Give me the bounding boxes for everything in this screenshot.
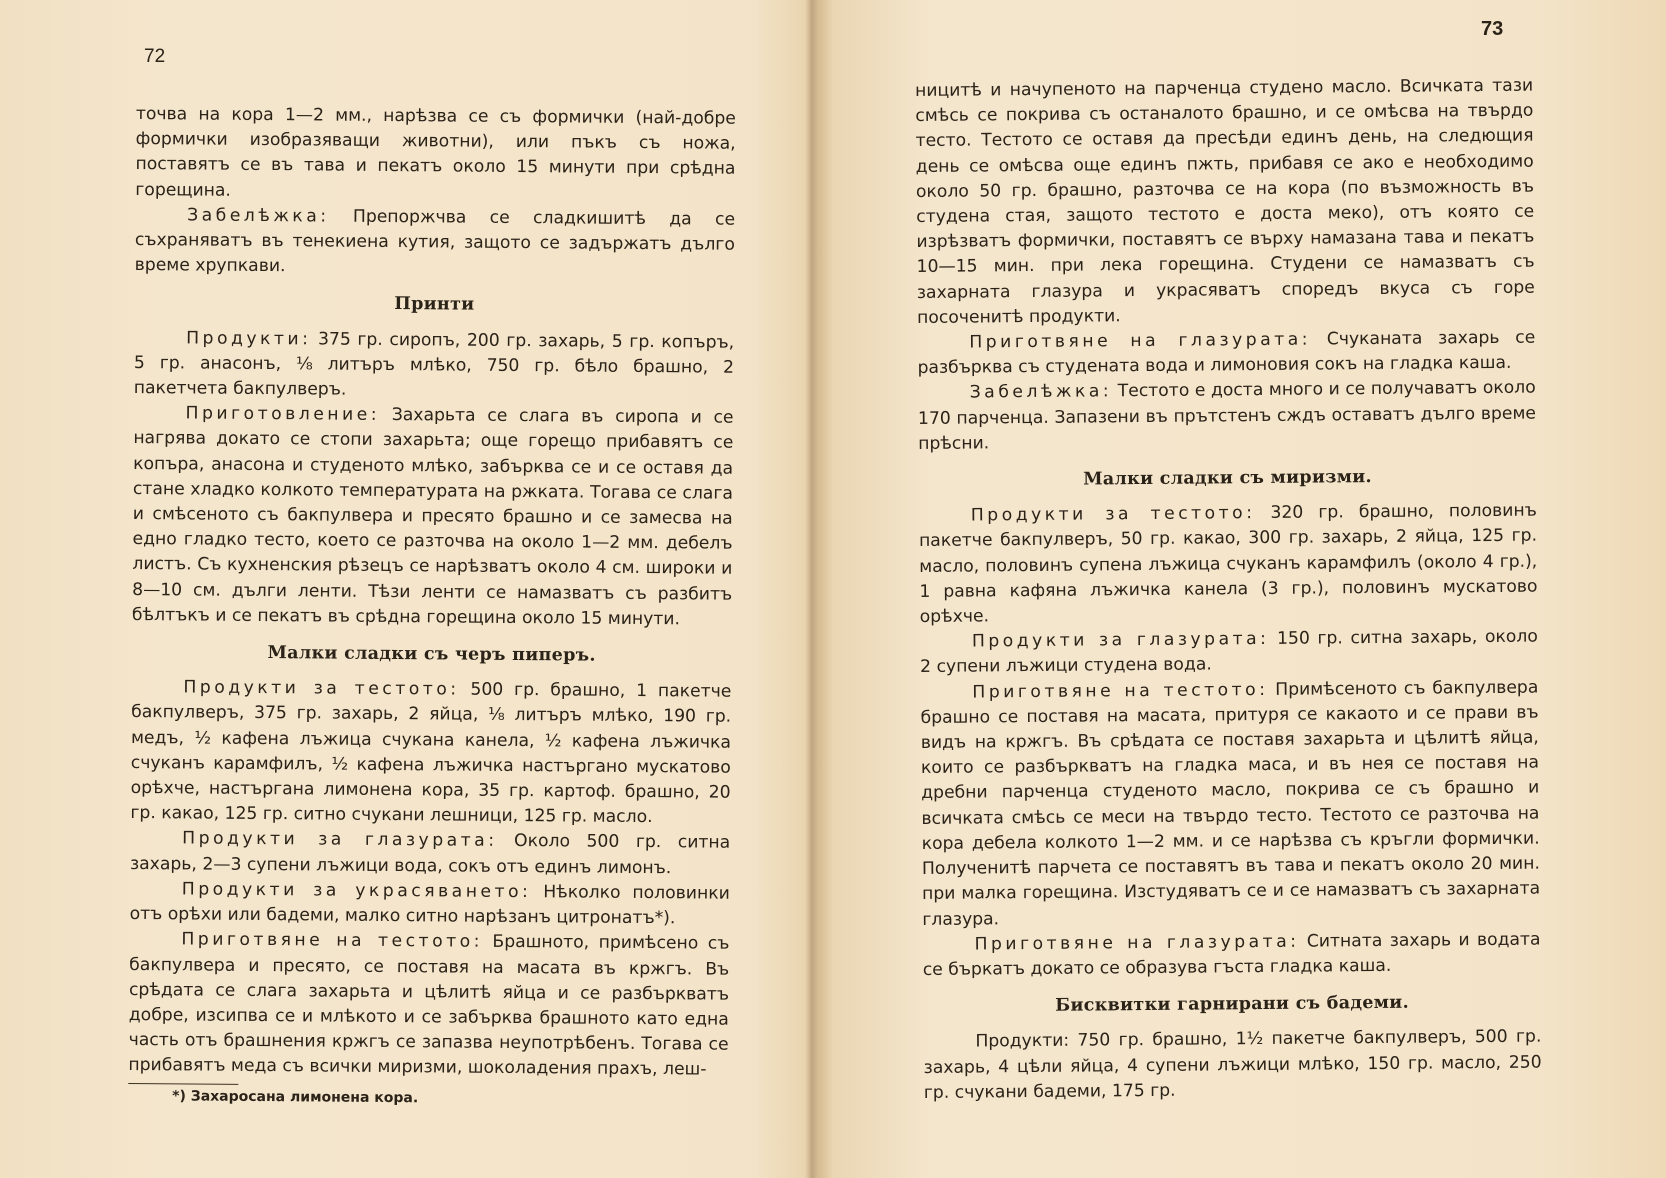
paragraph-text: Ситната захарь и водата се бъркатъ докато се образува гъста гладка каша.	[922, 929, 1541, 980]
section-heading: Бисквитки гарнирани съ бадеми.	[1055, 992, 1410, 1016]
section-heading: Малки сладки съ миризми.	[1083, 467, 1372, 490]
paragraph-text: Брашното, примѣсено съ бакпулвера и пресято, се поставя на масата въ кржгъ. Въ срѣдата се слага захарьта и цѣлитѣ яйца и се разбъркватъ добре, изсипва се и млѣкото и се забърква брашното като една часть отъ брашнения кржгъ се запазва неупотрѣбенъ. Тогава се прибавятъ меда съ всички миризми, шоколадения прахъ, леш-	[128, 932, 730, 1080]
paragraph-label: Приготвяне на глазурата:	[974, 931, 1300, 955]
glaze-preparation-paragraph	[917, 326, 1535, 382]
section-heading: Принти	[394, 294, 475, 316]
paragraph-text: Примѣсеното съ бакпулвера брашно се поставя на масата, притуря се какаото и се прави въ видъ на кржгъ. Въ срѣдата се поставя захарьта и цѣлитѣ яйца, които се разбъркватъ на гладка маса, и въ нея се поставя на дребни парченца студеното масло, покрива се съ брашно и всичката смѣсь се меси на твърдо тесто. Тестото се разточва на кора дебела колкото 1—2 мм. и се нарѣзва съ кръгли формички. Полученитѣ парчета се поставятъ въ тава и пекатъ около 20 мин. при малка горещина. Изстудяватъ се и се намазватъ съ захарната глазура.	[920, 677, 1541, 930]
note-text: Препоржчва се сладкишитѣ да се съхраняватъ въ тенекиена кутия, защото се задържатъ дълго време хрупкави.	[134, 206, 736, 277]
glaze-preparation-paragraph	[922, 927, 1540, 983]
note-label: Забелѣжка:	[187, 205, 330, 227]
footnote: *) Захаросана лимонена кора.	[172, 1087, 419, 1106]
ingredients-paragraph	[923, 1025, 1542, 1106]
glaze-ingredients-paragraph	[130, 826, 730, 881]
paragraph-text: Счуканата захарь се разбърква съ студената вода и лимоновия сокъ на гладка каша.	[917, 327, 1536, 379]
paragraph-label: Приготовление:	[185, 403, 381, 426]
paragraph-text: Захарьта се слага въ сиропа и се нагрява докато се стопи захарьта; още горещо прибавятъ се копъра, анасона и студеното млѣко, забърква се и се оставя да стане хладко колкото температурата на ржката. Тогава се слага и смѣсеното съ бакпулвера и пресято брашно и се замесва на едно гладко тесто, което се разточва на около 1—2 мм. дебелъ листъ. Съ кухненския рѣзецъ се нарѣзватъ около 4 см. широки и 8—10 см. дълги ленти. Тѣзи ленти се намазватъ съ разбитъ бѣлтъкъ и се пекатъ въ срѣдна горещина около 15 минути.	[131, 405, 734, 630]
text-column	[915, 74, 1542, 1106]
note-label: Забелѣжка:	[969, 381, 1113, 403]
decoration-paragraph	[130, 877, 730, 932]
paragraph-label: Приготвяне на глазурата:	[969, 329, 1312, 353]
paragraph-label: Продукти:	[975, 1031, 1070, 1052]
paragraph-label: Продукти за глазурата:	[182, 828, 498, 852]
page-number: 73	[1481, 18, 1504, 40]
paragraph-label: Продукти за тестото:	[970, 503, 1256, 526]
section-heading: Малки сладки съ черъ пиперъ.	[267, 643, 596, 666]
paragraph-text: Нѣколко половинки отъ орѣхи или бадеми, малко ситно нарѣзанъ цитронатъ*).	[129, 882, 730, 929]
ingredients-paragraph	[130, 675, 731, 831]
preparation-paragraph	[132, 401, 734, 633]
note-text: Тестото е доста много и се получаватъ около 170 парченца. Запазени въ прътстенъ сждъ оставатъ дълго време прѣсни.	[917, 378, 1537, 454]
preparation-paragraph	[128, 927, 729, 1083]
paragraph-text: 500 гр. брашно, 1 пакетче бакпулверъ, 375 гр. захарь, 2 яйца, ⅛ литъръ млѣко, 190 гр. медъ, ½ кафена лъжица счукана канела, ½ кафена лъжичка счуканъ карамфилъ, ½ кафена лъжичка настъргано мускатово орѣхче, настъргана лимонена кора, 35 гр. картоф. брашно, 20 гр. какао, 125 гр. ситно счукани лешници, 125 гр. масло.	[130, 679, 732, 828]
note-paragraph	[135, 203, 736, 283]
left-page	[0, 0, 815, 1178]
paragraph-text: 320 гр. брашно, половинъ пакетче бакпулверъ, 50 гр. какао, 300 гр. захарь, 2 яйца, 125 гр. масло, половинъ супена лъжица счуканъ карамфилъ (около 4 гр.), 1 равна кафяна лъжичка канела (3 гр.), половинъ мускатово орѣхче.	[918, 500, 1538, 628]
page-number: 72	[144, 46, 166, 67]
glaze-ingredients-paragraph	[920, 625, 1538, 681]
text-column	[128, 102, 736, 1110]
note-paragraph	[918, 376, 1537, 457]
paragraph-label: Продукти:	[186, 328, 312, 350]
paragraph-text: 150 гр. ситна захарь, около 2 супени лъжици студена вода.	[920, 626, 1538, 678]
paragraph-text: 375 гр. сиропъ, 200 гр. захарь, 5 гр. копъръ, 5 гр. анасонъ, ⅛ литъръ млѣко, 750 гр. бѣло брашно, 2 пакетчета бакпулверъ.	[133, 329, 735, 400]
paragraph-label: Продукти за глазурата:	[971, 629, 1270, 652]
footnote-rule	[128, 1082, 238, 1084]
paragraph-label: Продукти за тестото:	[183, 677, 460, 700]
right-page	[815, 0, 1666, 1178]
preparation-paragraph	[920, 675, 1540, 932]
paragraph: точва на кора 1—2 мм., нарѣзва се съ формички (най-добре формички изобразяващи животни), или пъкъ съ ножа, поставятъ се въ тава и пекатъ около 15 минути при срѣдна горещина.	[135, 103, 736, 201]
paragraph-label: Приготвяне на тестото:	[181, 929, 484, 953]
paragraph-text: Около 500 гр. ситна захарь, 2—3 супени лъжици вода, сокъ отъ единъ лимонъ.	[129, 831, 731, 878]
ingredients-paragraph	[919, 499, 1538, 630]
paragraph-text: 750 гр. брашно, 1½ пакетче бакпулверъ, 500 гр. захарь, 4 цѣли яйца, 4 супени лъжици млѣко, 150 гр. масло, 250 гр. счукани бадеми, 175 гр.	[923, 1026, 1542, 1103]
paragraph: ницитѣ и начупеното на парченца студено масло. Всичката тази смѣсь се покрива съ останалото брашно, и се омѣсва на твърдо тесто. Тестото се оставя да пресѣди единъ день, на следющия день се омѣсва още единъ пжть, прибавя се ако е необходимо около 50 гр. брашно, разточва се на кора (по възможность въ студена стая, защото тестото е доста меко), отъ която се изрѣзватъ формички, поставятъ се върху намазана тава и пекатъ 10—15 мин. при лека горещина. Студени се намазватъ съ захарната глазура и украсяватъ споредъ вкуса съ горе посоченитѣ продукти.	[915, 75, 1535, 328]
paragraph-label: Продукти за украсяването:	[181, 879, 532, 903]
paragraph-label: Приготвяне на тестото:	[972, 679, 1269, 703]
ingredients-paragraph	[134, 326, 735, 406]
